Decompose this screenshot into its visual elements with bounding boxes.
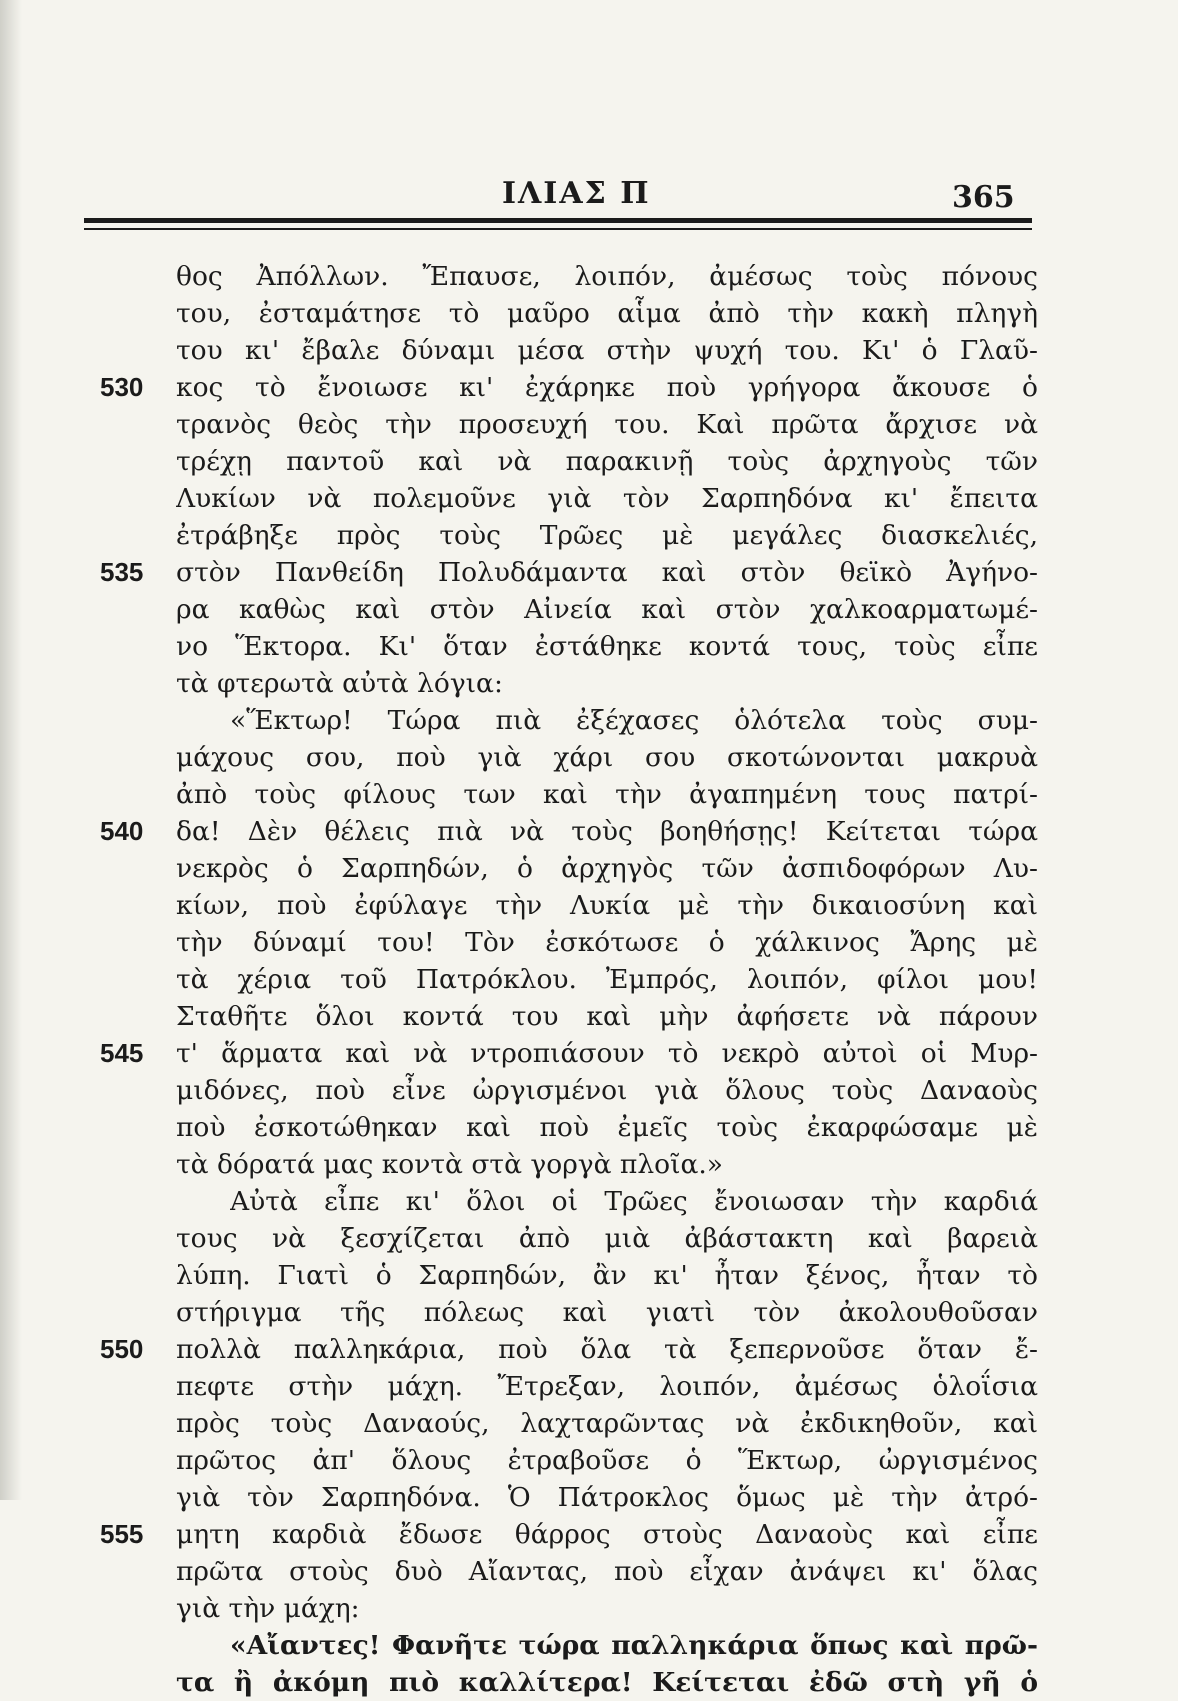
text-line bbox=[0, 295, 1178, 332]
text-line bbox=[0, 554, 1178, 591]
line-text: μητη καρδιὰ ἔδωσε θάρρος στοὺς Δαναοὺς καὶ εἶπε bbox=[176, 1519, 1038, 1550]
line-text: τ' ἅρματα καὶ νὰ ντροπιάσουν τὸ νεκρὸ αὐτοὶ οἱ Μυρ- bbox=[176, 1038, 1038, 1069]
line-text: πολλὰ παλληκάρια, ποὺ ὅλα τὰ ξεπερνοῦσε ὅταν ἔ- bbox=[176, 1334, 1038, 1365]
text-line bbox=[0, 1590, 1178, 1627]
text-line bbox=[0, 850, 1178, 887]
line-text: δα! Δὲν θέλεις πιὰ νὰ τοὺς βοηθήσῃς! Κείτεται τώρα bbox=[176, 816, 1038, 847]
line-text: του, ἐσταμάτησε τὸ μαῦρο αἷμα ἀπὸ τὴν κακὴ πληγὴ bbox=[176, 298, 1038, 329]
text-line bbox=[0, 443, 1178, 480]
line-text: μιδόνες, ποὺ εἶνε ὠργισμένοι γιὰ ὅλους τοὺς Δαναοὺς bbox=[176, 1075, 1038, 1106]
text-line bbox=[0, 1146, 1178, 1183]
line-text: «Ἕκτωρ! Τώρα πιὰ ἐξέχασες ὁλότελα τοὺς συμ- bbox=[230, 705, 1038, 736]
text-line bbox=[0, 1627, 1178, 1664]
text-line bbox=[0, 1294, 1178, 1331]
text-line bbox=[0, 591, 1178, 628]
line-text: τὰ χέρια τοῦ Πατρόκλου. Ἐμπρός, λοιπόν, φίλοι μου! bbox=[176, 964, 1038, 995]
body-text bbox=[0, 258, 1178, 1701]
line-text: τους νὰ ξεσχίζεται ἀπὸ μιὰ ἀβάστακτη καὶ βαρειὰ bbox=[176, 1223, 1038, 1254]
line-text: τὴν δύναμί του! Τὸν ἐσκότωσε ὁ χάλκινος Ἄρης μὲ bbox=[176, 927, 1038, 958]
text-line bbox=[0, 1516, 1178, 1553]
header-rule-thick bbox=[84, 218, 1032, 223]
page-header bbox=[0, 176, 1178, 216]
line-number: 540 bbox=[100, 816, 144, 846]
line-text: πρῶτος ἀπ' ὅλους ἐτραβοῦσε ὁ Ἕκτωρ, ὠργισμένος bbox=[176, 1445, 1038, 1476]
line-text: ἀπὸ τοὺς φίλους των καὶ τὴν ἀγαπημένη τους πατρί- bbox=[176, 779, 1038, 810]
text-line bbox=[0, 1405, 1178, 1442]
text-line bbox=[0, 665, 1178, 702]
line-text: ρα καθὼς καὶ στὸν Αἰνεία καὶ στὸν χαλκοαρματωμέ- bbox=[176, 594, 1038, 625]
text-line bbox=[0, 813, 1178, 850]
line-text: του κι' ἔβαλε δύναμι μέσα στὴν ψυχή του. Κι' ὁ Γλαῦ- bbox=[176, 335, 1038, 366]
line-text: θος Ἀπόλλων. Ἔπαυσε, λοιπόν, ἀμέσως τοὺς πόνους bbox=[176, 261, 1038, 292]
line-text: γιὰ τὸν Σαρπηδόνα. Ὁ Πάτροκλος ὅμως μὲ τὴν ἀτρό- bbox=[176, 1482, 1038, 1513]
line-text: τρανὸς θεὸς τὴν προσευχή του. Καὶ πρῶτα ἄρχισε νὰ bbox=[176, 409, 1038, 440]
line-number: 535 bbox=[100, 557, 144, 587]
line-text: στήριγμα τῆς πόλεως καὶ γιατὶ τὸν ἀκολουθοῦσαν bbox=[176, 1297, 1038, 1328]
line-text: πρὸς τοὺς Δαναούς, λαχταρῶντας νὰ ἐκδικηθοῦν, καὶ bbox=[176, 1408, 1038, 1439]
text-line bbox=[0, 1072, 1178, 1109]
line-text: Σταθῆτε ὅλοι κοντά του καὶ μὴν ἀφήσετε νὰ πάρουν bbox=[176, 1001, 1038, 1032]
text-line bbox=[0, 961, 1178, 998]
page-number: 365 bbox=[952, 180, 1015, 215]
line-number: 555 bbox=[100, 1519, 144, 1549]
line-text: τα ἢ ἀκόμη πιὸ καλλίτερα! Κείτεται ἐδῶ στὴ γῆ ὁ bbox=[176, 1667, 1038, 1698]
line-text: Αὐτὰ εἶπε κι' ὅλοι οἱ Τρῶες ἔνοιωσαν τὴν καρδιά bbox=[230, 1186, 1038, 1217]
text-line bbox=[0, 739, 1178, 776]
line-text: λύπη. Γιατὶ ὁ Σαρπηδών, ἂν κι' ἦταν ξένος, ἦταν τὸ bbox=[176, 1260, 1038, 1291]
line-text: κος τὸ ἔνοιωσε κι' ἐχάρηκε ποὺ γρήγορα ἄκουσε ὁ bbox=[176, 372, 1038, 403]
text-line bbox=[0, 1109, 1178, 1146]
text-line bbox=[0, 1442, 1178, 1479]
line-number: 545 bbox=[100, 1038, 144, 1068]
line-text: Λυκίων νὰ πολεμοῦνε γιὰ τὸν Σαρπηδόνα κι' ἔπειτα bbox=[176, 483, 1038, 514]
line-text: ποὺ ἐσκοτώθηκαν καὶ ποὺ ἐμεῖς τοὺς ἐκαρφώσαμε μὲ bbox=[176, 1112, 1038, 1143]
running-title: ΙΛΙΑΣ Π bbox=[502, 176, 651, 211]
line-text: ἐτράβηξε πρὸς τοὺς Τρῶες μὲ μεγάλες διασκελιές, bbox=[176, 520, 1038, 551]
text-line bbox=[0, 406, 1178, 443]
text-line bbox=[0, 1035, 1178, 1072]
line-text: τὰ δόρατά μας κοντὰ στὰ γοργὰ πλοῖα.» bbox=[176, 1149, 724, 1180]
text-line bbox=[0, 1664, 1178, 1701]
text-line bbox=[0, 1331, 1178, 1368]
line-text: τὰ φτερωτὰ αὐτὰ λόγια: bbox=[176, 668, 503, 699]
line-number: 550 bbox=[100, 1334, 144, 1364]
line-text: πρῶτα στοὺς δυὸ Αἴαντας, ποὺ εἶχαν ἀνάψει κι' ὅλας bbox=[176, 1556, 1038, 1587]
line-text: «Αἴαντες! Φανῆτε τώρα παλληκάρια ὅπως καὶ πρῶ- bbox=[230, 1630, 1038, 1661]
text-line bbox=[0, 1257, 1178, 1294]
text-line bbox=[0, 1220, 1178, 1257]
line-text: κίων, ποὺ ἐφύλαγε τὴν Λυκία μὲ τὴν δικαιοσύνη καὶ bbox=[176, 890, 1038, 921]
text-line bbox=[0, 924, 1178, 961]
text-line bbox=[0, 887, 1178, 924]
line-text: γιὰ τὴν μάχη: bbox=[176, 1593, 360, 1624]
text-line bbox=[0, 1479, 1178, 1516]
text-line bbox=[0, 998, 1178, 1035]
line-text: νεκρὸς ὁ Σαρπηδών, ὁ ἀρχηγὸς τῶν ἀσπιδοφόρων Λυ- bbox=[176, 853, 1038, 884]
line-text: νο Ἕκτορα. Κι' ὅταν ἐστάθηκε κοντά τους, τοὺς εἶπε bbox=[176, 631, 1038, 662]
text-line bbox=[0, 258, 1178, 295]
text-line bbox=[0, 702, 1178, 739]
text-line bbox=[0, 517, 1178, 554]
line-text: πεφτε στὴν μάχη. Ἔτρεξαν, λοιπόν, ἀμέσως ὁλοΐσια bbox=[176, 1371, 1038, 1402]
text-line bbox=[0, 1183, 1178, 1220]
text-line bbox=[0, 480, 1178, 517]
line-number: 530 bbox=[100, 372, 144, 402]
line-text: μάχους σου, ποὺ γιὰ χάρι σου σκοτώνονται μακρυὰ bbox=[176, 742, 1038, 773]
header-rule-thin bbox=[84, 228, 1032, 230]
text-line bbox=[0, 1553, 1178, 1590]
line-text: τρέχῃ παντοῦ καὶ νὰ παρακινῇ τοὺς ἀρχηγοὺς τῶν bbox=[176, 446, 1038, 477]
text-line bbox=[0, 332, 1178, 369]
line-text: στὸν Πανθείδη Πολυδάμαντα καὶ στὸν θεϊκὸ Ἀγήνο- bbox=[176, 557, 1038, 588]
text-line bbox=[0, 776, 1178, 813]
text-line bbox=[0, 1368, 1178, 1405]
text-line bbox=[0, 369, 1178, 406]
text-line bbox=[0, 628, 1178, 665]
